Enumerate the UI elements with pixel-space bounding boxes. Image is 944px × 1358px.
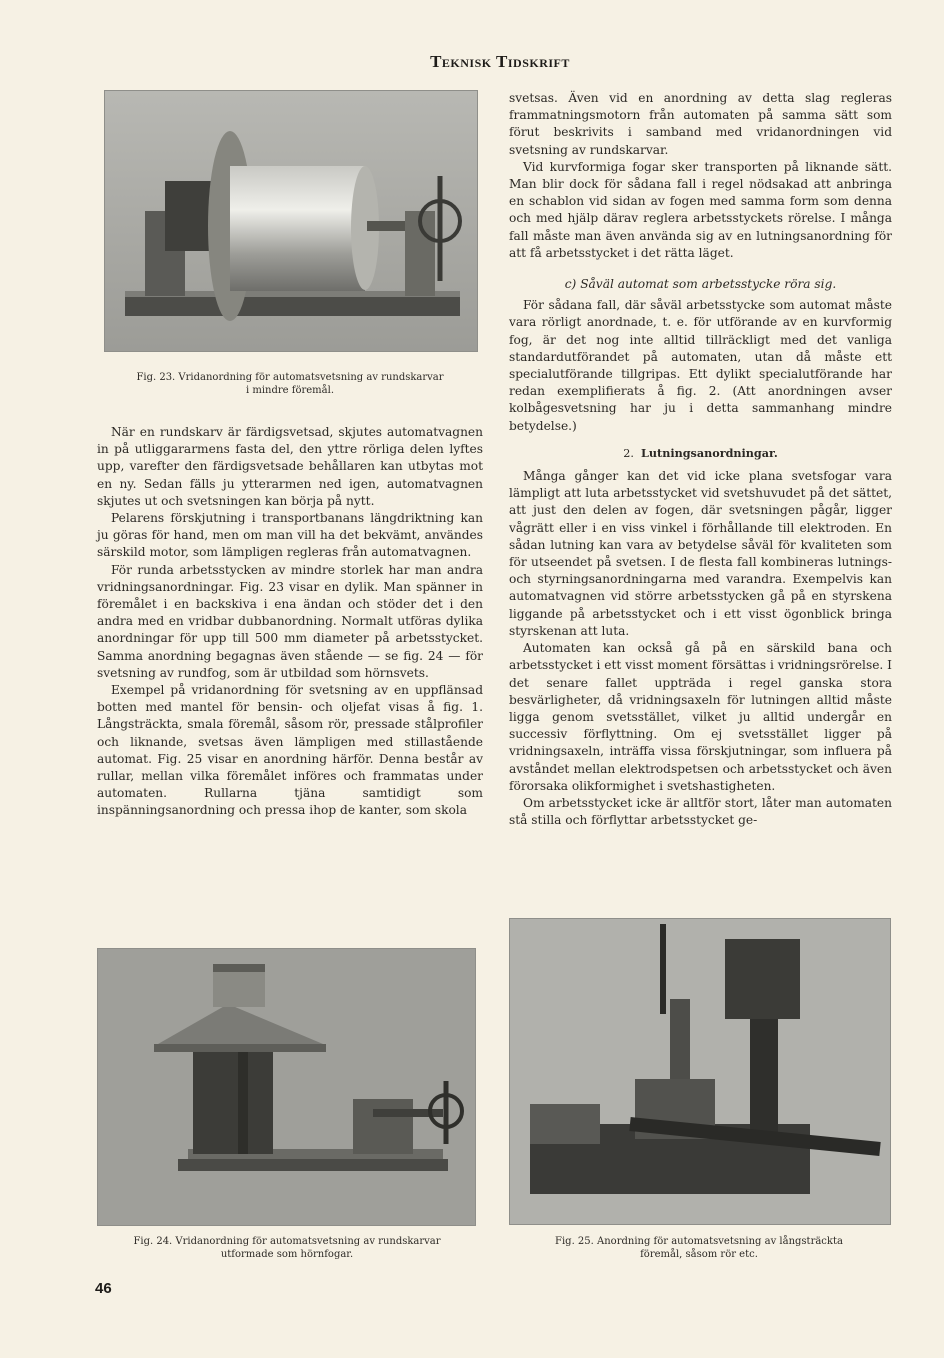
figure-23-photo — [104, 90, 478, 352]
left-paragraph-2: Pelarens förskjutning i transportbanans längdriktning kan ju göras för hand, men om man vill ha det bekvämt, användes särskild motor, som lämpligen regleras från automatvagnen. — [97, 511, 483, 560]
subheading-2 — [509, 445, 892, 462]
right-intro-paragraph-1: svetsas. Även vid en anordning av detta slag regleras frammatningsmotorn från automaten på samma sätt som förut beskrivits i samband med vridanordningen vid svetsning av rundskarvar. — [509, 91, 892, 157]
left-paragraph-3: För runda arbetsstycken av mindre storlek har man andra vridningsanordningar. Fig. 23 visar en dylik. Man spänner in föremålet i en backskiva i ena ändan och stöder det i den andra med en vridbar dubbanordning. Normalt utföras dylika anordningar för upp till 500 mm diameter på arbetsstycket. Samma anordning begagnas även stående — se fig. 24 — för svetsning av rundfog, som är utbildad som hörnsvets. — [97, 562, 483, 680]
figure-23-caption — [104, 371, 476, 397]
right-intro-paragraph-2: Vid kurvformiga fogar sker transporten på liknande sätt. Man blir dock för sådana fall i regel nödsakad att anbringa en schablon vid sidan av fogen med samma form som denna och med hjälp därav reglera arbetsstyckets rörelse. I många fall måste man även använda sig av en lutningsanordning för att få arbetsstycket i det rätta läget. — [509, 159, 892, 260]
subheading-2-number: 2. — [623, 446, 634, 460]
subheading-2-title: Lutningsanordningar. — [641, 445, 778, 460]
figure-24-caption-line2: utformade som hörnfogar. — [220, 1249, 354, 1260]
right-lut-paragraph-1: Många gånger kan det vid icke plana svetsfogar vara lämpligt att luta arbetsstycket vid svetshuvudet på det sättet, att just den delen av fogen, där svetsningen pågår, ligger vågrätt eller i en viss vinkel i förhållande till elektroden. En sådan lutning kan vara av betydelse såväl för kvaliteten som för utseendet på svetsen. I de flesta fall kombineras lutnings- och styrningsanordningarna med varandra. Exempelvis kan automatvagnen vid större arbetsstycken gå på en styrskena liggande på arbetsstycket och i ett visst ögonblick bringa styrskenan att luta. — [509, 469, 892, 638]
left-paragraph-4: Exempel på vridanordning för svetsning av en uppflänsad botten med mantel för bensin- och oljefat visas å fig. 1. Långsträckta, smala föremål, såsom rör, pressade stålprofiler och liknande, svetsas även lämpligen med stillastående automat. Fig. 25 visar en anordning härför. Denna består av rullar, mellan vilka föremålet införes och frammatas under automaten. Rullarna tjäna samtidigt som inspänningsanordning och pressa ihop de kanter, som skola — [97, 683, 483, 818]
right-lut-paragraph-3: Om arbetsstycket icke är alltför stort, låter man automaten stå stilla och förflyttar arbetsstycket ge- — [509, 795, 892, 828]
journal-header: Teknisk Tidskrift — [430, 52, 570, 71]
figure-25-photo — [509, 918, 891, 1225]
page-number: 46 — [95, 1280, 112, 1297]
figure-24-photo — [97, 948, 476, 1226]
figure-25-caption-line1: Fig. 25. Anordning för automatsvetsning av långsträckta — [555, 1236, 843, 1247]
figure-24-caption-line1: Fig. 24. Vridanordning för automatsvetsning av rundskarvar — [133, 1236, 441, 1247]
subheading-c: c) Såväl automat som arbetsstycke röra sig. — [564, 277, 837, 292]
figure-23-caption-line2: i mindre föremål. — [245, 385, 335, 396]
right-lut-paragraph-2: Automaten kan också gå på en särskild bana och arbetsstycket i ett visst moment försättas i vridningsrörelse. I det senare fallet uppträda i regel ganska stora besvärligheter, då vridningsaxeln för lutningen alltid måste ligga genom svetsstället, vilket ju alltid undergår en successiv förflyttning. Om ej svetsstället ligger på vridningsaxeln, inträffa vissa förskjutningar, som influera på avståndet mellan elektrodspetsen och arbetsstycket och även förorsaka olikformighet i svetshastigheten. — [509, 641, 892, 793]
figure-24-caption — [97, 1235, 477, 1261]
left-paragraph-1: När en rundskarv är färdigsvetsad, skjutes automatvagnen in på utliggararmens fasta del, den yttre rörliga delen lyftes upp, varefter den färdigsvetsade behållaren kan utbytas mot en ny. Sedan fälls ju ytterarmen ned igen, automatvagnen skjutes ut och svetsningen kan börja på nytt. — [97, 425, 483, 508]
left-column-text — [97, 424, 483, 820]
right-column-text — [509, 90, 892, 829]
figure-23-caption-line1: Fig. 23. Vridanordning för automatsvetsning av rundskarvar — [136, 372, 444, 383]
right-c-paragraph-1: För sådana fall, där såväl arbetsstycke som automat måste vara rörligt anordnade, t. e. för utförande av en kurvformig fog, är det nog inte alltid tillräckligt med det vanliga standardutförandet på automaten, utan då måste ett specialutförande tillgripas. Ett dylikt specialutförande har redan exemplifierats å fig. 2. (Att anordningen avser kolbågesvetsning har ju i detta sammanhang mindre betydelse.) — [509, 298, 892, 433]
figure-25-caption — [509, 1235, 889, 1261]
figure-25-caption-line2: föremål, såsom rör etc. — [640, 1249, 758, 1260]
